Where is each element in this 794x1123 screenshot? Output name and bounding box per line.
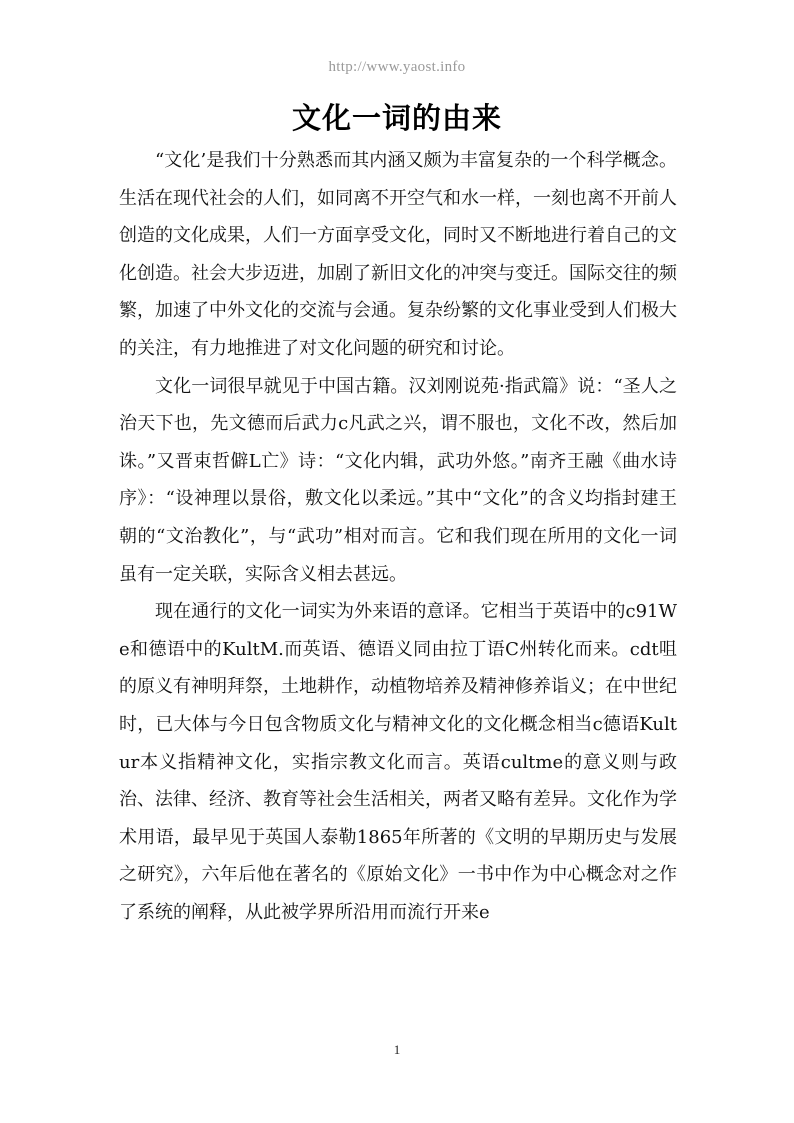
document-body [119, 142, 677, 931]
paragraph-3: 现在通行的文化一词实为外来语的意译。它相当于英语中的c91We和德语中的KultM.而英语、德语义同由拉丁语C州转化而来。cdt咀的原义有神明拜祭，土地耕作，动植物培养及精神修养诣义；在中世纪时，已大体与今日包含物质文化与精神文化的文化概念相当c德语Kultur本义指精神文化，实指宗教文化而言。英语cultme的意义则与政治、法律、经济、教育等社会生活相关，两者又略有差异。文化作为学术用语，最早见于英国人泰勒1865年所著的《文明的早期历史与发展之研究》，六年后他在著名的《原始文化》一书中作为中心概念对之作了系统的阐释，从此被学界所沿用而流行开来e [119, 601, 677, 923]
page-title: 文化一词的由来 [291, 101, 502, 135]
header-url: http://www.yaost.info [328, 59, 466, 75]
paragraph-2: 文化一词很早就见于中国古籍。汉刘刚说苑·指武篇》说：“圣人之治天下也，先文德而后武力c凡武之兴，谓不服也，文化不改，然后加诛。”又晋束哲僻L亡》诗：“文化内辑，武功外悠。”南齐王融《曲水诗序》：“设神理以景俗，敷文化以柔远。”其中“文化”的含义均指封建王朝的“文治教化”，与“武功”相对而言。它和我们现在所用的文化一词虽有一定关联，实际含义相去甚远。 [119, 375, 677, 585]
page-number: 1 [393, 1042, 401, 1057]
paragraph-1: “文化’是我们十分熟悉而其内涵又颇为丰富复杂的一个科学概念。生活在现代社会的人们，如同离不开空气和水一样，一刻也离不开前人创造的文化成果，人们一方面享受文化，同时又不断地进行着自己的文化创造。社会大步迈进，加剧了新旧文化的冲突与变迁。国际交往的频繁，加速了中外文化的交流与会通。复杂纷繁的文化事业受到人们极大的关注，有力地推进了对文化问题的研究和讨论。 [119, 150, 677, 359]
